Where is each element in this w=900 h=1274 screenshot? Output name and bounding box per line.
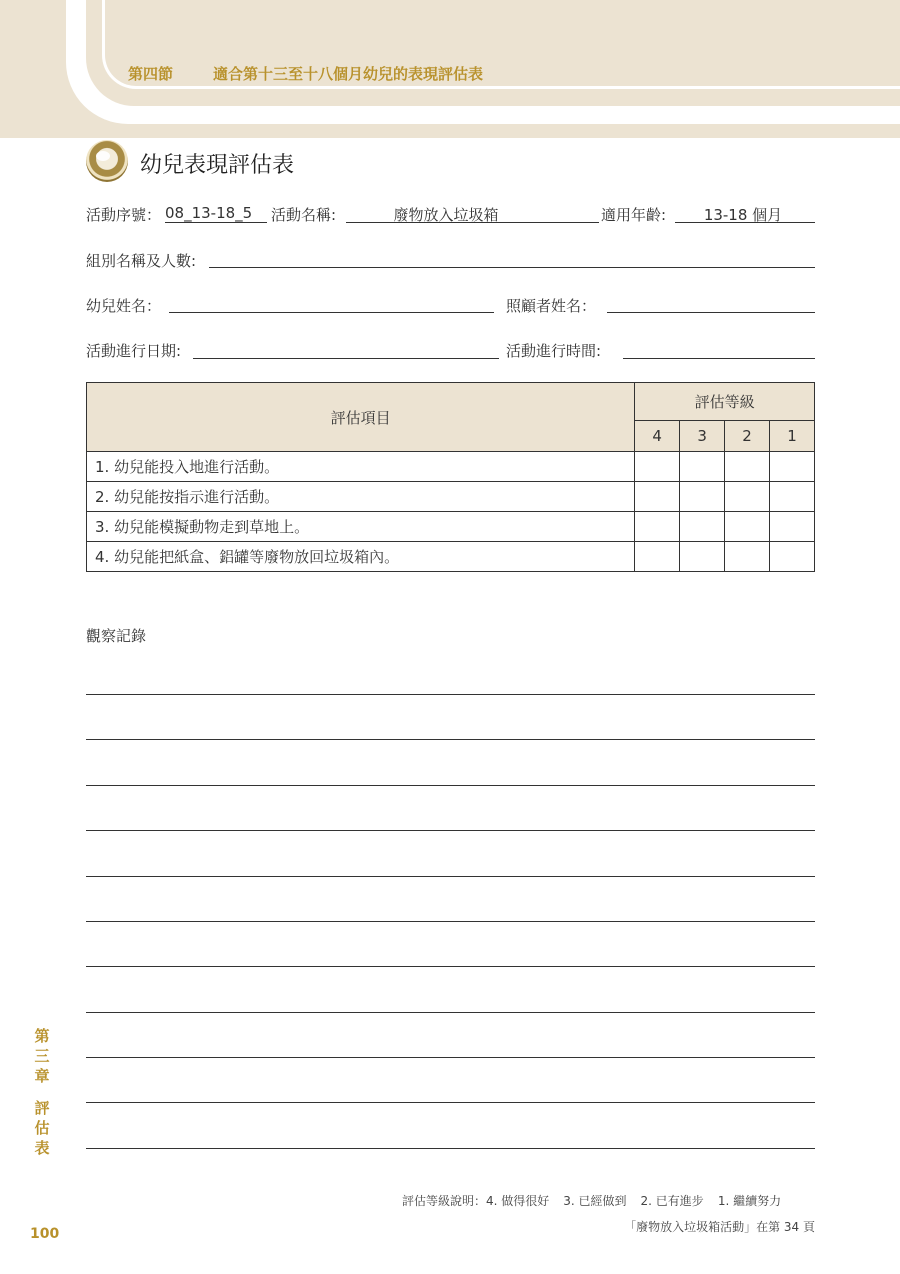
observation-line[interactable] — [86, 1057, 815, 1058]
grade-header-4: 4 — [635, 421, 680, 452]
side-char: 估 — [34, 1119, 50, 1137]
group-field[interactable] — [209, 267, 815, 268]
side-char: 評 — [34, 1099, 50, 1117]
serial-label: 活動序號： — [86, 206, 162, 224]
side-char: 章 — [34, 1067, 50, 1085]
section-label: 第四節 — [128, 65, 174, 83]
serial-underline — [165, 222, 267, 223]
serial-value: 08_13-18_5 — [165, 204, 253, 222]
table-row — [87, 452, 815, 482]
observation-title: 觀察記錄 — [86, 627, 147, 645]
activity-value: 廢物放入垃圾箱 — [393, 206, 499, 224]
time-label: 活動進行時間: — [506, 342, 602, 360]
item-text: 3. 幼兒能模擬動物走到草地上。 — [87, 512, 635, 542]
grade-header-2: 2 — [725, 421, 770, 452]
grade-cell[interactable] — [725, 542, 770, 572]
group-label: 組別名稱及人數: — [86, 252, 197, 270]
table-row — [87, 542, 815, 572]
grade-cell[interactable] — [680, 482, 725, 512]
child-name-label: 幼兒姓名： — [86, 297, 162, 315]
observation-line[interactable] — [86, 1148, 815, 1149]
age-value: 13-18 個月 — [703, 206, 783, 224]
legend-item: 1. 繼續努力 — [717, 1194, 782, 1208]
legend-label: 評估等級說明： — [402, 1194, 487, 1208]
time-field[interactable] — [623, 358, 815, 359]
side-chapter-label — [31, 1026, 53, 1158]
carer-name-label: 照顧者姓名： — [506, 297, 597, 315]
item-text: 4. 幼兒能把紙盒、鋁罐等廢物放回垃圾箱內。 — [87, 542, 635, 572]
carer-name-field[interactable] — [607, 312, 815, 313]
pearl-bullet-highlight — [96, 151, 110, 161]
col-header-item: 評估項目 — [87, 383, 635, 452]
col-header-grade: 評估等級 — [635, 383, 815, 421]
side-char: 三 — [34, 1047, 50, 1065]
grade-cell[interactable] — [635, 512, 680, 542]
legend-item: 3. 已經做到 — [563, 1194, 627, 1208]
section-title: 適合第十三至十八個月幼兒的表現評估表 — [213, 65, 484, 83]
page-reference: 「廢物放入垃圾箱活動」在第 34 頁 — [624, 1220, 815, 1234]
grade-cell[interactable] — [770, 512, 815, 542]
pearl-bullet-icon — [86, 140, 128, 182]
item-text: 1. 幼兒能投入地進行活動。 — [87, 452, 635, 482]
grade-cell[interactable] — [770, 482, 815, 512]
observation-line[interactable] — [86, 739, 815, 740]
activity-label: 活動名稱: — [271, 206, 337, 224]
side-char: 第 — [34, 1027, 50, 1045]
item-text: 2. 幼兒能按指示進行活動。 — [87, 482, 635, 512]
page-title: 幼兒表現評估表 — [140, 153, 295, 178]
grade-cell[interactable] — [680, 452, 725, 482]
observation-line[interactable] — [86, 876, 815, 877]
observation-line[interactable] — [86, 921, 815, 922]
child-name-field[interactable] — [169, 312, 494, 313]
grade-cell[interactable] — [725, 512, 770, 542]
observation-line[interactable] — [86, 966, 815, 967]
grade-header-3: 3 — [680, 421, 725, 452]
grade-legend — [402, 1192, 781, 1209]
observation-line[interactable] — [86, 1102, 815, 1103]
grade-cell[interactable] — [725, 482, 770, 512]
grade-cell[interactable] — [635, 452, 680, 482]
age-label: 適用年齡: — [601, 206, 667, 224]
side-char: 表 — [34, 1139, 50, 1157]
table-row — [87, 512, 815, 542]
grade-cell[interactable] — [635, 542, 680, 572]
grade-cell[interactable] — [680, 542, 725, 572]
grade-header-1: 1 — [770, 421, 815, 452]
legend-item: 4. 做得很好 — [486, 1194, 550, 1208]
grade-cell[interactable] — [635, 482, 680, 512]
grade-cell[interactable] — [770, 452, 815, 482]
observation-line[interactable] — [86, 830, 815, 831]
page-number: 100 — [30, 1226, 60, 1242]
table-row — [87, 482, 815, 512]
date-label: 活動進行日期: — [86, 342, 182, 360]
observation-line[interactable] — [86, 785, 815, 786]
grade-cell[interactable] — [725, 452, 770, 482]
grade-cell[interactable] — [680, 512, 725, 542]
legend-item: 2. 已有進步 — [640, 1194, 704, 1208]
observation-line[interactable] — [86, 1012, 815, 1013]
observation-line[interactable] — [86, 694, 815, 695]
grade-cell[interactable] — [770, 542, 815, 572]
date-field[interactable] — [193, 358, 499, 359]
assessment-table — [86, 382, 815, 572]
